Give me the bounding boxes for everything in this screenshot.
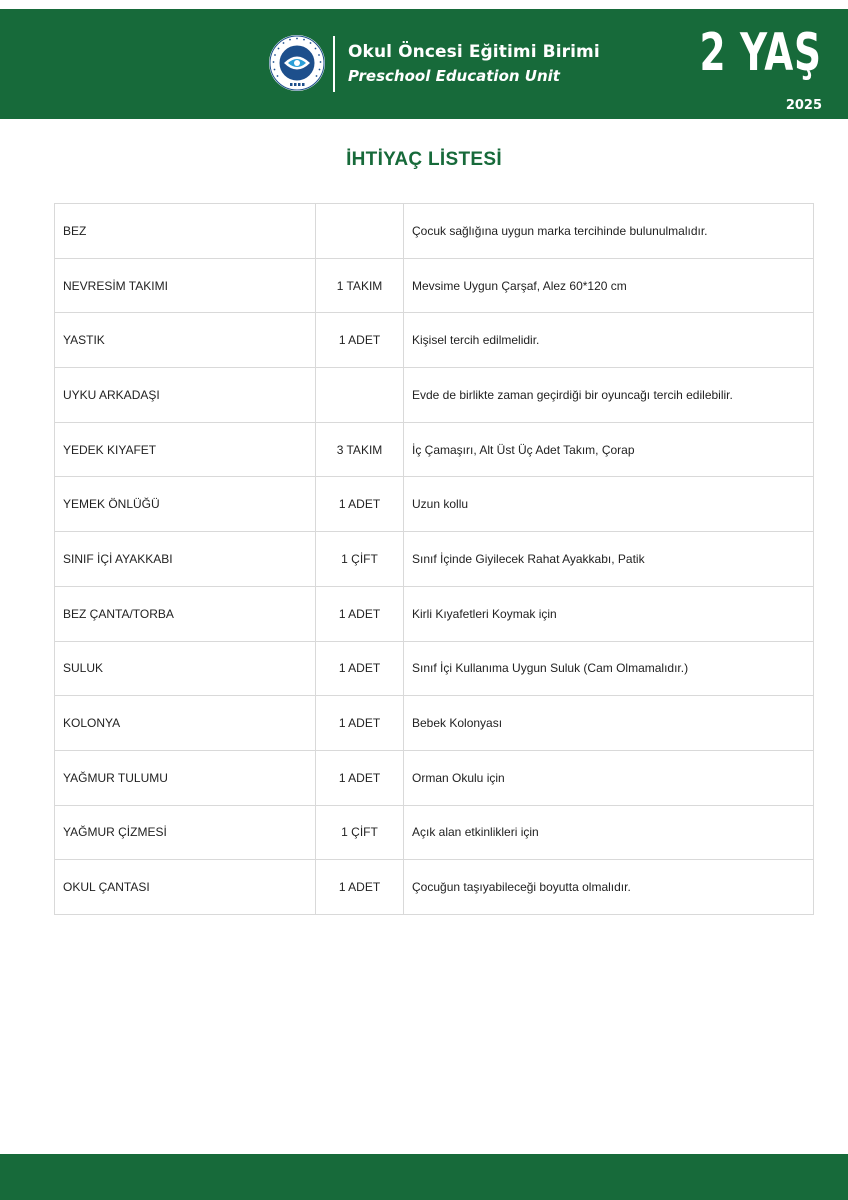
item-quantity: 1 ADET <box>316 750 404 805</box>
unit-name-en: Preschool Education Unit <box>348 67 560 85</box>
item-name: YAĞMUR TULUMU <box>55 750 316 805</box>
item-name: OKUL ÇANTASI <box>55 860 316 915</box>
table-row <box>55 805 814 860</box>
item-name: NEVRESİM TAKIMI <box>55 258 316 313</box>
item-quantity: 1 TAKIM <box>316 258 404 313</box>
table-row <box>55 368 814 423</box>
item-name: BEZ ÇANTA/TORBA <box>55 586 316 641</box>
table-row <box>55 586 814 641</box>
table-row <box>55 477 814 532</box>
item-name: YASTIK <box>55 313 316 368</box>
item-quantity: 1 ADET <box>316 696 404 751</box>
item-quantity: 1 ADET <box>316 860 404 915</box>
table-row <box>55 422 814 477</box>
item-name: YAĞMUR ÇİZMESİ <box>55 805 316 860</box>
item-quantity: 1 ADET <box>316 313 404 368</box>
item-quantity <box>316 368 404 423</box>
top-strip <box>0 0 848 9</box>
table-row <box>55 641 814 696</box>
item-name: YEMEK ÖNLÜĞÜ <box>55 477 316 532</box>
item-note: Çocuğun taşıyabileceği boyutta olmalıdır. <box>404 860 814 915</box>
item-name: SULUK <box>55 641 316 696</box>
table-row <box>55 313 814 368</box>
item-note: Evde de birlikte zaman geçirdiği bir oyuncağı tercih edilebilir. <box>404 368 814 423</box>
item-name: UYKU ARKADAŞI <box>55 368 316 423</box>
year: 2025 <box>785 98 822 113</box>
needs-table <box>54 203 814 915</box>
item-name: YEDEK KIYAFET <box>55 422 316 477</box>
item-quantity: 1 ÇİFT <box>316 805 404 860</box>
header-banner <box>0 9 848 119</box>
item-name: SINIF İÇİ AYAKKABI <box>55 532 316 587</box>
item-quantity: 1 ADET <box>316 586 404 641</box>
item-note: İç Çamaşırı, Alt Üst Üç Adet Takım, Çorap <box>404 422 814 477</box>
item-name: BEZ <box>55 204 316 259</box>
table-row <box>55 750 814 805</box>
item-note: Bebek Kolonyası <box>404 696 814 751</box>
item-note: Çocuk sağlığına uygun marka tercihinde bulunulmalıdır. <box>404 204 814 259</box>
age-group: 2 YAŞ <box>699 23 822 83</box>
item-note: Açık alan etkinlikleri için <box>404 805 814 860</box>
footer-banner <box>0 1154 848 1200</box>
item-note: Orman Okulu için <box>404 750 814 805</box>
item-name: KOLONYA <box>55 696 316 751</box>
item-note: Sınıf İçi Kullanıma Uygun Suluk (Cam Olmamalıdır.) <box>404 641 814 696</box>
table-row <box>55 532 814 587</box>
item-quantity <box>316 204 404 259</box>
table-row <box>55 204 814 259</box>
item-note: Kirli Kıyafetleri Koymak için <box>404 586 814 641</box>
item-note: Uzun kollu <box>404 477 814 532</box>
item-quantity: 3 TAKIM <box>316 422 404 477</box>
item-note: Mevsime Uygun Çarşaf, Alez 60*120 cm <box>404 258 814 313</box>
item-note: Sınıf İçinde Giyilecek Rahat Ayakkabı, Patik <box>404 532 814 587</box>
page-title: İHTİYAÇ LİSTESİ <box>346 149 502 170</box>
item-quantity: 1 ÇİFT <box>316 532 404 587</box>
unit-name-tr: Okul Öncesi Eğitimi Birimi <box>348 42 600 62</box>
bogazici-university-seal-icon <box>268 34 326 92</box>
table-row <box>55 696 814 751</box>
table-row <box>55 258 814 313</box>
item-note: Kişisel tercih edilmelidir. <box>404 313 814 368</box>
item-quantity: 1 ADET <box>316 641 404 696</box>
table-row <box>55 860 814 915</box>
item-quantity: 1 ADET <box>316 477 404 532</box>
header-divider <box>333 36 335 92</box>
